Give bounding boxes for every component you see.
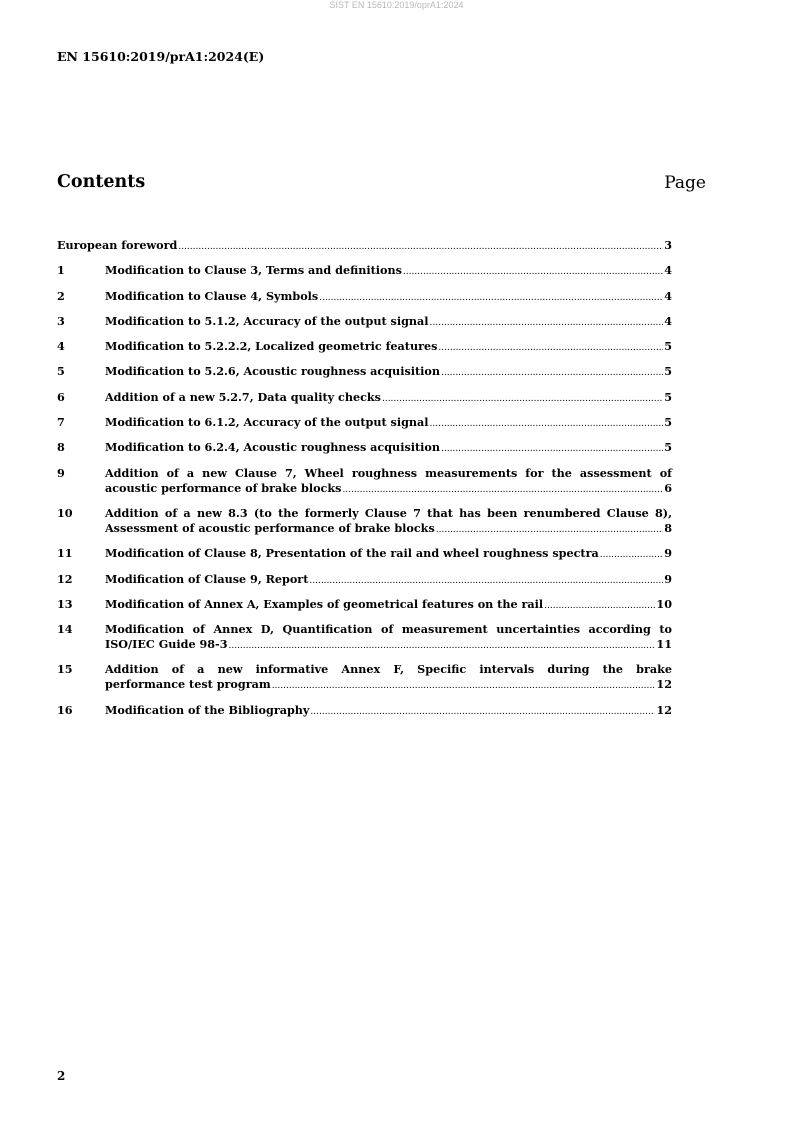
toc-entry-body [105, 506, 672, 538]
toc-page-number: 4 [664, 288, 672, 303]
toc-entry-lead-text: Modification of Annex D, Quantification of measurement uncertainties according to [105, 622, 672, 637]
toc-entry[interactable] [57, 662, 672, 694]
toc-entry-number: 16 [57, 702, 73, 717]
toc-entry-text: Modification to Clause 3, Terms and definitions [105, 263, 402, 278]
toc-entry-number: 8 [57, 440, 65, 455]
toc-entry-text: Modification to 5.2.2.2, Localized geometric features [105, 339, 438, 354]
toc-entry-number: 4 [57, 339, 65, 354]
toc-entry-text: Assessment of acoustic performance of brake blocks [105, 520, 435, 535]
toc-entry[interactable] [57, 703, 672, 720]
document-identifier: EN 15610:2019/prA1:2024(E) [57, 49, 265, 64]
toc-entry-number: 13 [57, 596, 73, 611]
toc-leader-dots [430, 316, 664, 331]
toc-entry[interactable] [57, 339, 672, 356]
toc-page-number: 9 [664, 571, 672, 586]
toc-entry-number: 3 [57, 313, 65, 328]
toc-entry-body [105, 339, 672, 356]
toc-entry-body [105, 364, 672, 381]
toc-entry-text: Modification to 6.1.2, Accuracy of the output signal [105, 415, 429, 430]
toc-entry-text: European foreword [57, 238, 178, 252]
toc-entry[interactable] [57, 466, 672, 498]
toc-entry-number: 14 [57, 622, 73, 637]
contents-title: Contents [57, 172, 146, 192]
toc-entry-body [105, 662, 672, 694]
toc-entry-number: 12 [57, 571, 73, 586]
toc-entry-text: acoustic performance of brake blocks [105, 480, 342, 495]
toc-entry-text: Modification to Clause 4, Symbols [105, 288, 319, 303]
toc-page-number: 5 [664, 339, 672, 354]
toc-entry-body [105, 622, 672, 654]
toc-entry-lead-text: Addition of a new 8.3 (to the formerly Clause 7 that has been renumbered Clause 8), [105, 505, 672, 520]
toc-entry-number: 7 [57, 415, 65, 430]
toc-entry-text: Modification to 5.1.2, Accuracy of the output signal [105, 313, 429, 328]
toc-page-number: 4 [664, 313, 672, 328]
toc-entry-number: 10 [57, 505, 73, 520]
toc-leader-dots [600, 548, 663, 563]
toc-leader-dots [544, 599, 655, 614]
toc-leader-dots [441, 442, 663, 457]
toc-leader-dots [403, 265, 663, 280]
toc-page-number: 5 [664, 440, 672, 455]
toc-entry-body [105, 263, 672, 280]
toc-page-number: 12 [656, 677, 672, 692]
toc-entry[interactable] [57, 572, 672, 589]
toc-entry[interactable] [57, 289, 672, 306]
toc-page-number: 6 [664, 480, 672, 495]
toc-leader-dots [438, 341, 663, 356]
toc-leader-dots [228, 639, 655, 654]
toc-leader-dots [342, 483, 663, 498]
toc-entry-body [105, 289, 672, 306]
toc-entry-text: Modification of Clause 9, Report [105, 571, 309, 586]
toc-page-number: 11 [656, 637, 672, 652]
toc-entry-body [105, 440, 672, 457]
toc-entry[interactable] [57, 364, 672, 381]
toc-entry-text: Modification of the Bibliography [105, 702, 310, 717]
toc-entry-text: performance test program [105, 677, 271, 692]
toc-page-number: 9 [664, 546, 672, 561]
table-of-contents [57, 238, 672, 728]
toc-page-number: 5 [664, 364, 672, 379]
watermark: SIST EN 15610:2019/oprA1:2024 [329, 0, 464, 10]
toc-leader-dots [436, 523, 663, 538]
toc-entry[interactable] [57, 415, 672, 432]
toc-entry-foreword[interactable] [57, 238, 672, 255]
toc-entry-body [105, 415, 672, 432]
page-number: 2 [57, 1069, 66, 1083]
toc-entry-body [105, 597, 672, 614]
toc-page-number: 12 [656, 702, 672, 717]
toc-entry-lead-text: Addition of a new Clause 7, Wheel roughness measurements for the assessment of [105, 465, 672, 480]
toc-entry-number: 15 [57, 662, 73, 677]
toc-leader-dots [441, 366, 663, 381]
toc-page-number: 5 [664, 389, 672, 404]
toc-page-number: 4 [664, 263, 672, 278]
toc-leader-dots [310, 705, 655, 720]
toc-entry-number: 1 [57, 263, 65, 278]
toc-entry[interactable] [57, 440, 672, 457]
toc-leader-dots [272, 679, 656, 694]
toc-entry-number: 11 [57, 546, 73, 561]
toc-entry-body [105, 572, 672, 589]
toc-leader-dots [178, 240, 663, 255]
toc-entry-body [105, 546, 672, 563]
toc-entry-list [57, 263, 672, 719]
toc-entry-body [105, 703, 672, 720]
toc-entry-text: Modification of Clause 8, Presentation of the rail and wheel roughness spectra [105, 546, 599, 561]
toc-entry[interactable] [57, 263, 672, 280]
toc-entry-text: Addition of a new 5.2.7, Data quality checks [105, 389, 381, 404]
toc-entry[interactable] [57, 506, 672, 538]
toc-entry[interactable] [57, 390, 672, 407]
toc-page-number: 8 [664, 520, 672, 535]
toc-page-number: 10 [656, 596, 672, 611]
toc-page-number: 5 [664, 415, 672, 430]
toc-entry-body [105, 390, 672, 407]
toc-entry-body [105, 466, 672, 498]
toc-entry-number: 9 [57, 465, 65, 480]
toc-entry[interactable] [57, 546, 672, 563]
toc-entry[interactable] [57, 314, 672, 331]
toc-leader-dots [382, 392, 663, 407]
toc-entry-number: 6 [57, 389, 65, 404]
toc-leader-dots [319, 291, 663, 306]
toc-entry-number: 2 [57, 288, 65, 303]
toc-entry-text: Modification to 5.2.6, Acoustic roughness acquisition [105, 364, 441, 379]
toc-entry-text: Modification to 6.2.4, Acoustic roughness acquisition [105, 440, 441, 455]
page-column-heading: Page [664, 173, 706, 193]
toc-entry[interactable] [57, 622, 672, 654]
toc-entry-number: 5 [57, 364, 65, 379]
toc-leader-dots [309, 574, 663, 589]
toc-entry-text: ISO/IEC Guide 98-3 [105, 637, 228, 652]
toc-entry-body [105, 314, 672, 331]
toc-page-number: 3 [664, 238, 672, 252]
toc-entry[interactable] [57, 597, 672, 614]
toc-entry-text: Modification of Annex A, Examples of geometrical features on the rail [105, 596, 544, 611]
toc-leader-dots [430, 417, 664, 432]
toc-entry-lead-text: Addition of a new informative Annex F, Specific intervals during the brake [105, 662, 672, 677]
